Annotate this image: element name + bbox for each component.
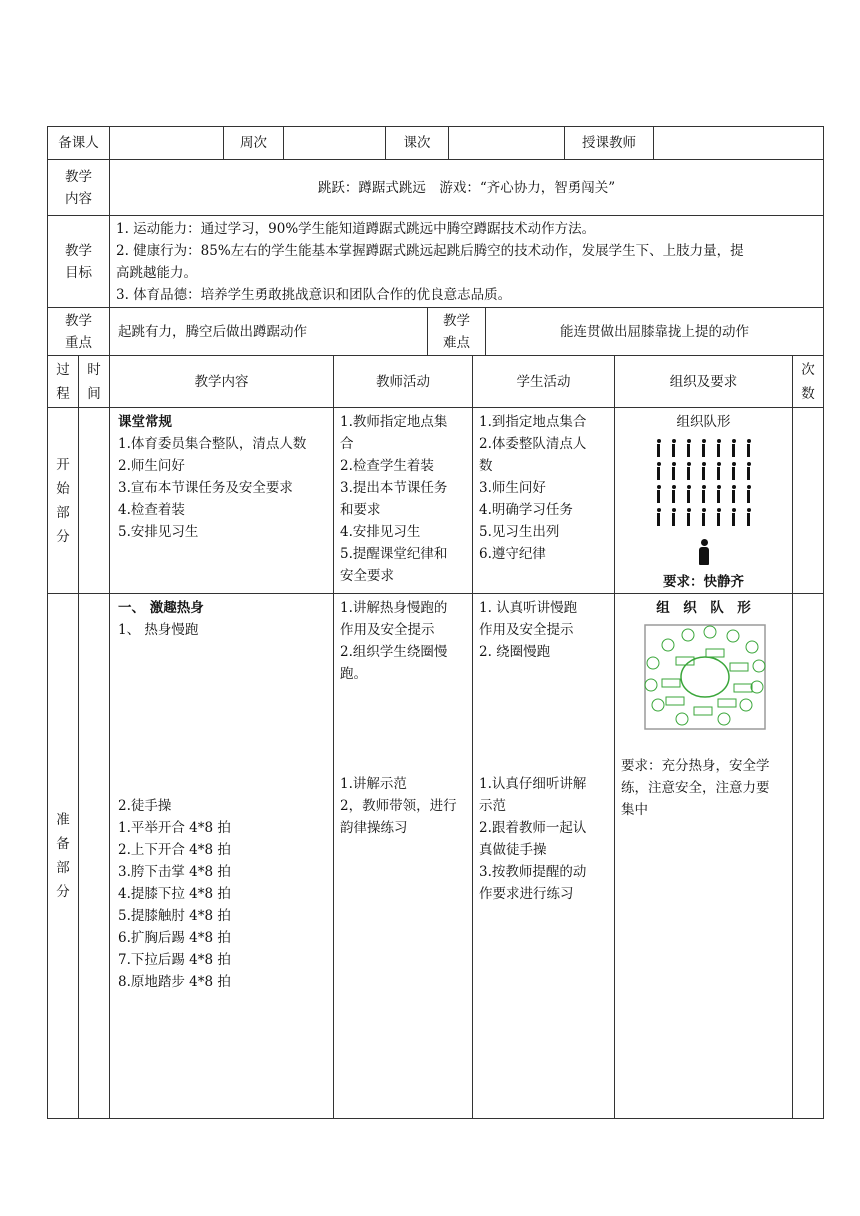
- student-icon: [669, 462, 678, 481]
- student-icon: [714, 485, 723, 504]
- exercise-item: 1.平举开合 4*8 拍: [118, 820, 231, 836]
- exercise-item: 2.上下开合 4*8 拍: [118, 842, 231, 858]
- student-icon: [744, 485, 753, 504]
- teacher-label: 授课教师: [565, 127, 654, 160]
- goals-text: [110, 216, 824, 308]
- jog-formation-diagram: [640, 621, 770, 733]
- goals-label: 教学 目标: [48, 216, 110, 308]
- teacher-value: [654, 127, 824, 160]
- warmup-requirement: 要求：充分热身，安全学 练，注意安全，注意力要 集中: [621, 758, 770, 818]
- formation-title: 组 织 队 形: [656, 600, 751, 616]
- teacher-icon: [697, 539, 711, 565]
- student-icon: [684, 508, 693, 527]
- content-text: 跳跃：蹲踞式跳远 游戏：“齐心协力，智勇闯关”: [110, 160, 824, 216]
- student-icon: [729, 485, 738, 504]
- week-value: [284, 127, 386, 160]
- difficulty-text: 能连贯做出屈膝靠拢上提的动作: [486, 308, 824, 356]
- col-count: 次 数: [793, 356, 824, 408]
- warmup-run: 1、 热身慢跑: [118, 622, 199, 638]
- goal-item: 1. 运动能力：通过学习，90%学生能知道蹲踞式跳远中腾空蹲踞技术动作方法。: [116, 220, 596, 237]
- list-item: 5.安排见习生: [118, 524, 199, 540]
- exercise-item: 7.下拉后踢 4*8 拍: [118, 952, 231, 968]
- student-row: [654, 485, 753, 504]
- student-icon: [729, 462, 738, 481]
- student-icon: [699, 485, 708, 504]
- student-icon: [684, 485, 693, 504]
- formation-requirement: 要求：快静齐: [663, 574, 744, 590]
- lesson-label: 课次: [386, 127, 449, 160]
- student-icon: [714, 439, 723, 458]
- start-part-label: 开 始 部 分: [48, 408, 79, 594]
- start-count: [793, 408, 824, 594]
- start-content: [110, 408, 334, 594]
- header-table: [47, 126, 824, 308]
- prep-org: [615, 594, 793, 1119]
- student-icon: [654, 462, 663, 481]
- calisthenics-title: 2.徒手操: [118, 798, 172, 814]
- goal-item: 3. 体育品德：培养学生勇敢挑战意识和团队合作的优良意志品质。: [116, 286, 512, 303]
- student-icon: [684, 439, 693, 458]
- list-item: 1.体育委员集合整队，清点人数: [118, 436, 307, 452]
- student-row: [654, 508, 753, 527]
- exercise-item: 6.扩胸后踢 4*8 拍: [118, 930, 231, 946]
- student-icon: [744, 462, 753, 481]
- student-icon: [714, 508, 723, 527]
- student-icon: [744, 508, 753, 527]
- formation-title: 组织队形: [676, 414, 731, 430]
- exercise-item: 8.原地踏步 4*8 拍: [118, 974, 231, 990]
- student-icon: [654, 508, 663, 527]
- start-time: [79, 408, 110, 594]
- goal-item: 高跳越能力。: [116, 264, 197, 281]
- prep-content: [110, 594, 334, 1119]
- col-time: 时 间: [79, 356, 110, 408]
- student-icon: [669, 439, 678, 458]
- student-icon: [729, 508, 738, 527]
- prep-student: 1. 认真听讲慢跑 作用及安全提示 2. 绕圈慢跑 1.认真仔细听讲解 示范 2.跟着教师一起认 真做徒手操 3.按教师提醒的动 作要求进行练习: [473, 594, 615, 1119]
- key-text: 起跳有力，腾空后做出蹲踞动作: [110, 308, 428, 356]
- exercise-item: 5.提膝触肘 4*8 拍: [118, 908, 231, 924]
- student-row: [654, 462, 753, 481]
- student-row: [654, 439, 753, 458]
- goal-item: 2. 健康行为：85%左右的学生能基本掌握蹲踞式跳远起跳后腾空的技术动作，发展学生下、上肢力量，提: [116, 242, 744, 259]
- student-icon: [654, 439, 663, 458]
- col-process: 过 程: [48, 356, 79, 408]
- key-label: 教学 重点: [48, 308, 110, 356]
- formation-diagram: [615, 439, 792, 565]
- student-icon: [744, 439, 753, 458]
- student-icon: [699, 462, 708, 481]
- list-item: 3.宣布本节课任务及安全要求: [118, 480, 293, 496]
- student-icon: [729, 439, 738, 458]
- exercise-item: 4.提膝下拉 4*8 拍: [118, 886, 231, 902]
- start-student: 1.到指定地点集合 2.体委整队清点人 数 3.师生问好 4.明确学习任务 5.见习生出列 6.遵守纪律: [473, 408, 615, 594]
- student-icon: [714, 462, 723, 481]
- col-teacher: 教师活动: [334, 356, 473, 408]
- prep-part-label: 准 备 部 分: [48, 594, 79, 1119]
- key-points-table: [47, 307, 824, 356]
- col-org: 组织及要求: [615, 356, 793, 408]
- lesson-value: [449, 127, 565, 160]
- warmup-title: 一、 激趣热身: [118, 600, 204, 616]
- col-student: 学生活动: [473, 356, 615, 408]
- student-icon: [684, 462, 693, 481]
- prep-teacher: 1.讲解热身慢跑的 作用及安全提示 2.组织学生绕圈慢 跑。 1.讲解示范 2，教师带领，进行 韵律操练习: [334, 594, 473, 1119]
- start-org: [615, 408, 793, 594]
- student-icon: [699, 508, 708, 527]
- list-item: 2.师生问好: [118, 458, 185, 474]
- content-label: 教学 内容: [48, 160, 110, 216]
- list-item: 4.检查着装: [118, 502, 185, 518]
- prep-count: [793, 594, 824, 1119]
- preparer-label: 备课人: [48, 127, 110, 160]
- student-icon: [699, 439, 708, 458]
- difficulty-label: 教学 难点: [428, 308, 486, 356]
- preparer-value: [110, 127, 224, 160]
- student-icon: [669, 508, 678, 527]
- prep-time: [79, 594, 110, 1119]
- col-content: 教学内容: [110, 356, 334, 408]
- student-icon: [654, 485, 663, 504]
- week-label: 周次: [224, 127, 284, 160]
- start-teacher: 1.教师指定地点集 合 2.检查学生着装 3.提出本节课任务 和要求 4.安排见习生 5.提醒课堂纪律和 安全要求: [334, 408, 473, 594]
- exercise-item: 3.胯下击掌 4*8 拍: [118, 864, 231, 880]
- routine-title: 课堂常规: [118, 414, 172, 430]
- lesson-table: [47, 355, 824, 1119]
- student-icon: [669, 485, 678, 504]
